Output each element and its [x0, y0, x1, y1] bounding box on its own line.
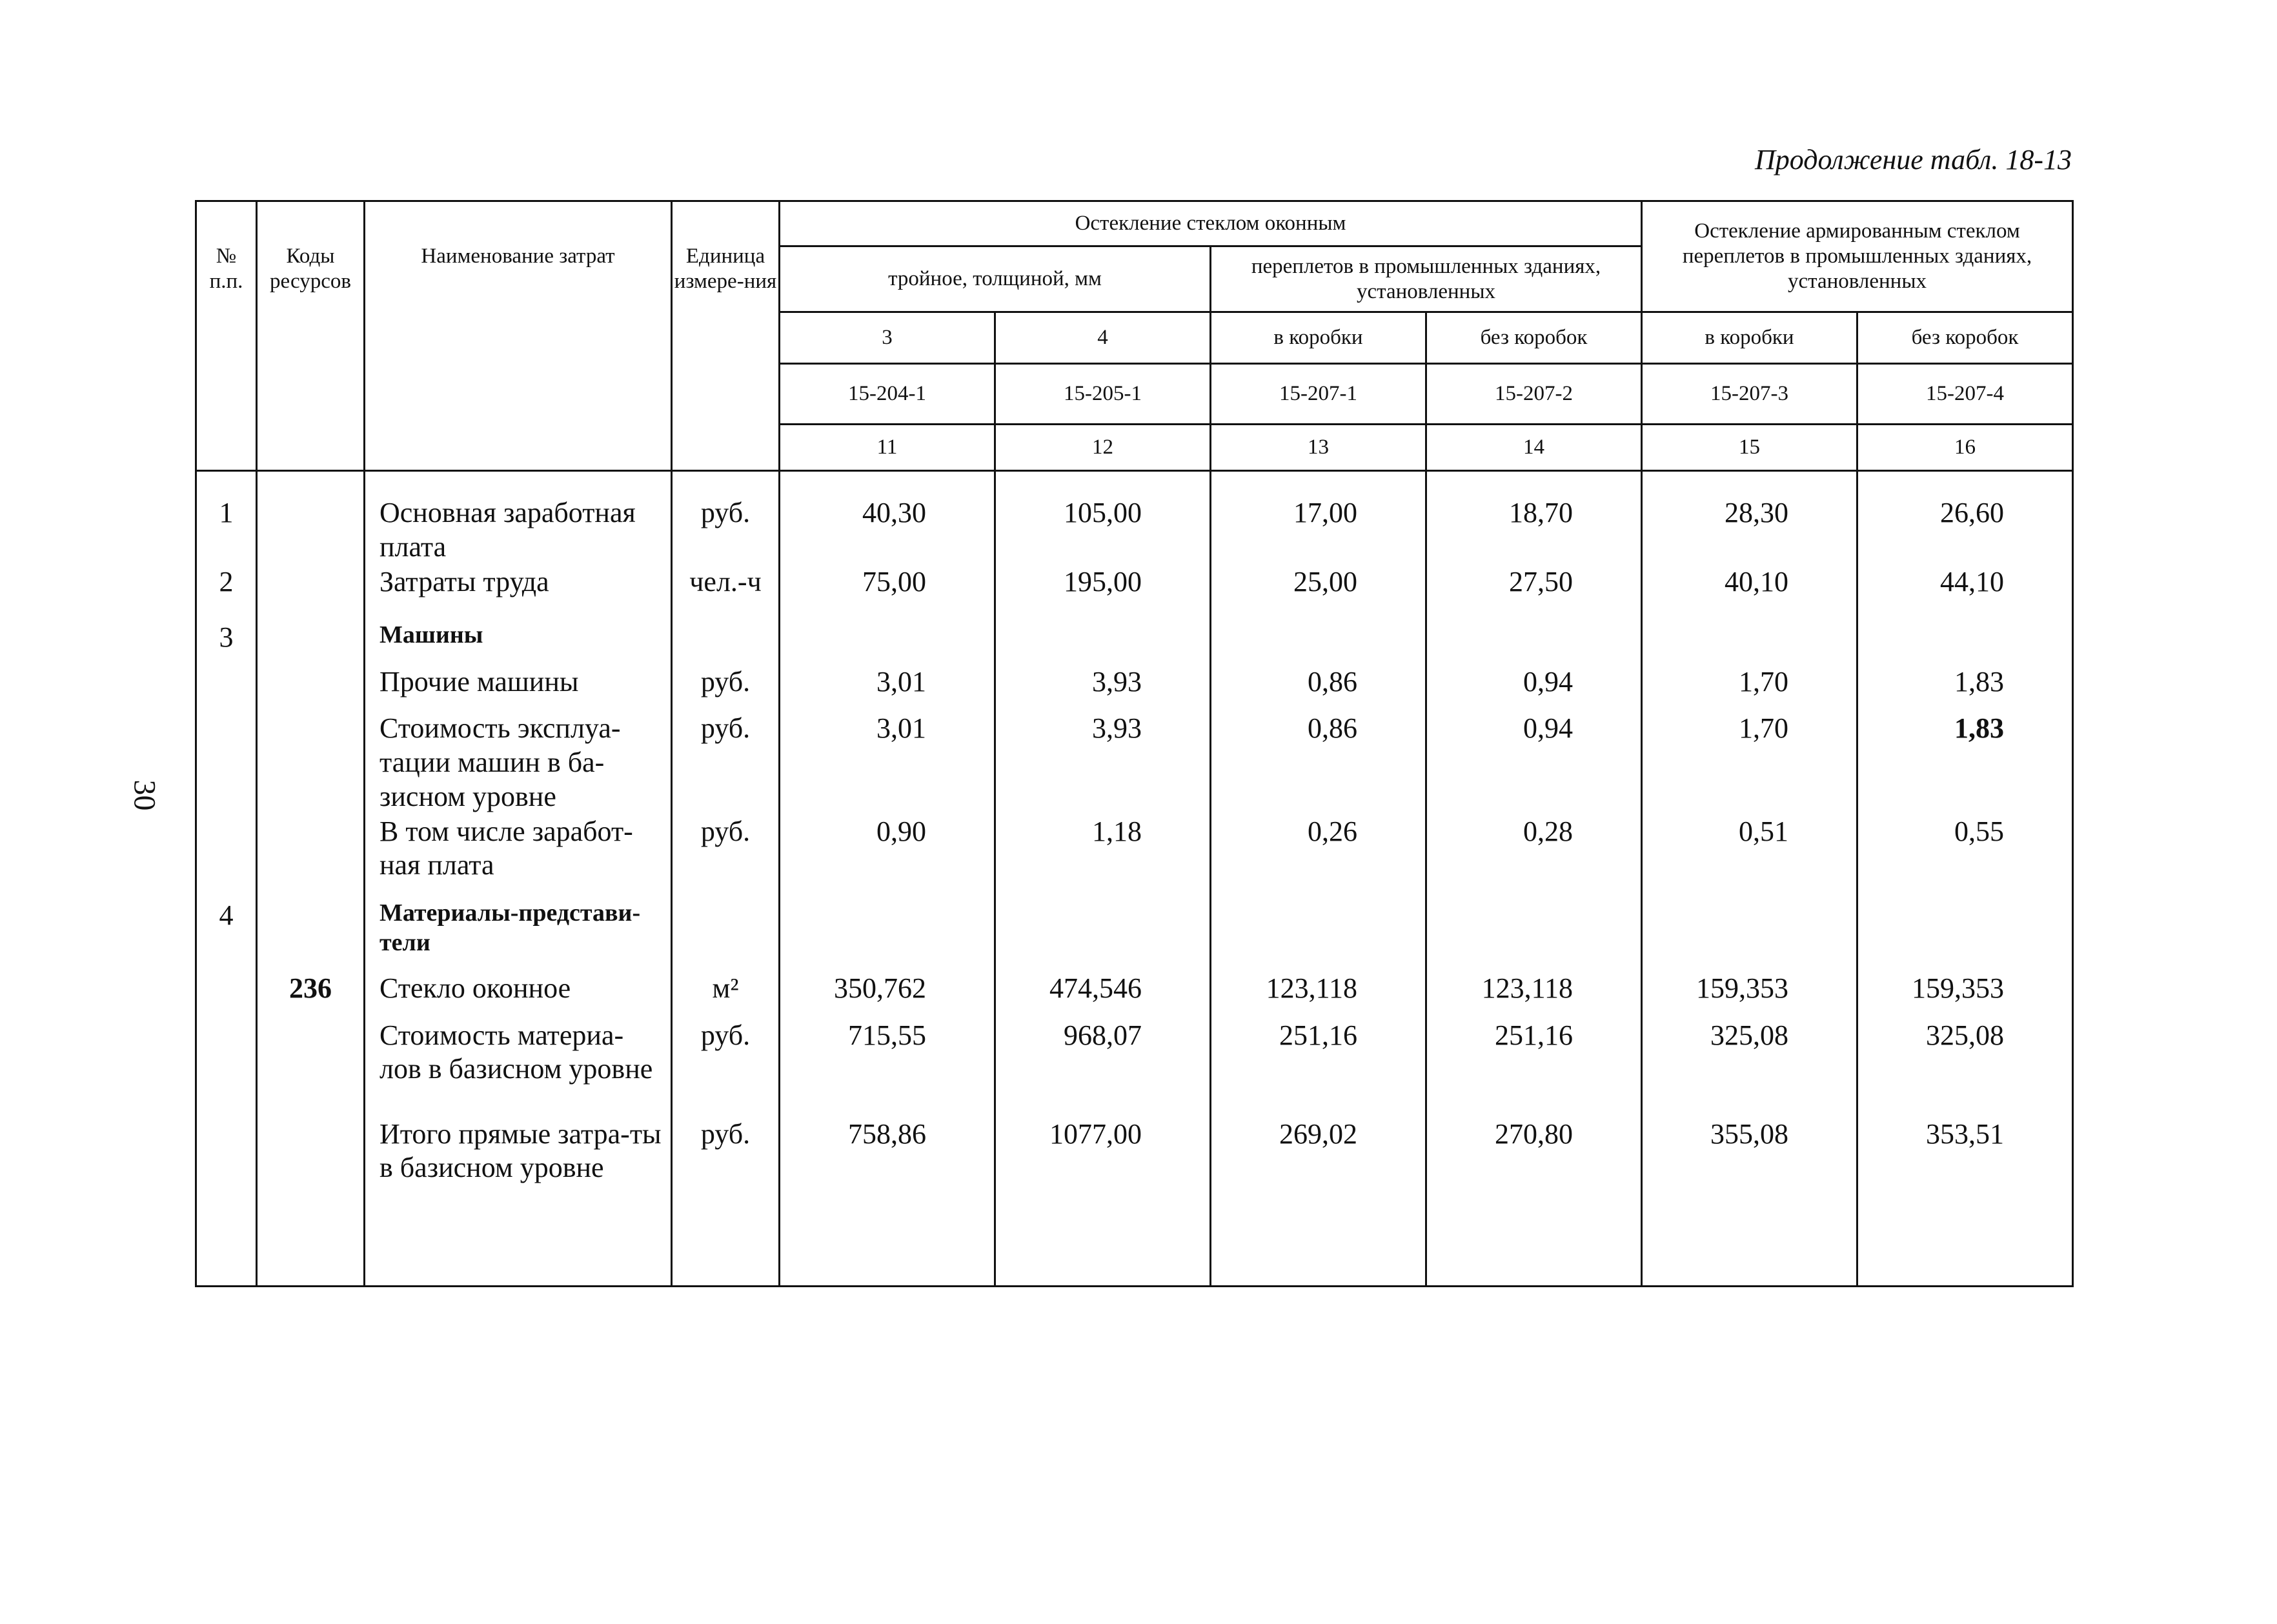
value-cell: 715,55 — [780, 1019, 995, 1118]
value-cell: 3,93 — [995, 712, 1211, 814]
value-cell — [1642, 899, 1857, 972]
value-cell: 40,30 — [780, 471, 995, 565]
value-cell: 18,70 — [1426, 471, 1642, 565]
resource-code — [257, 712, 365, 814]
table-row — [196, 1118, 2073, 1287]
cost-name: Прочие машины — [365, 665, 672, 712]
value-cell: 270,80 — [1426, 1118, 1642, 1287]
table-row — [196, 712, 2073, 814]
value-cell: 17,00 — [1211, 471, 1426, 565]
value-cell — [780, 621, 995, 665]
value-cell: 25,00 — [1211, 565, 1426, 621]
table-caption: Продолжение табл. 18-13 — [1755, 144, 2072, 175]
unit: м² — [672, 972, 780, 1018]
row-number: 3 — [196, 621, 257, 665]
resource-code: 236 — [257, 972, 365, 1018]
cost-name: Стоимость материа-лов в базисном уровне — [365, 1019, 672, 1118]
row-number: 4 — [196, 899, 257, 972]
value-cell: 159,353 — [1857, 972, 2073, 1018]
value-cell: 325,08 — [1857, 1019, 2073, 1118]
cost-name: Затраты труда — [365, 565, 672, 621]
value-cell: 1,83 — [1857, 712, 2073, 814]
header-group-reinforced-glass: Остекление армированным стеклом переплетов в промышленных зданиях, установленных — [1642, 201, 2073, 312]
value-cell — [1642, 621, 1857, 665]
table-body — [196, 471, 2073, 1287]
header-group-window-glass: Остекление стеклом оконным — [780, 201, 1642, 246]
value-cell — [1211, 621, 1426, 665]
header-column-number: 15 — [1642, 425, 1857, 471]
unit: руб. — [672, 1019, 780, 1118]
value-cell: 251,16 — [1426, 1019, 1642, 1118]
value-cell: 195,00 — [995, 565, 1211, 621]
resource-code — [257, 815, 365, 899]
table-row — [196, 815, 2073, 899]
unit: чел.-ч — [672, 565, 780, 621]
value-cell: 1077,00 — [995, 1118, 1211, 1287]
value-cell — [1857, 621, 2073, 665]
header-variant: 3 — [780, 312, 995, 364]
header-norm-code: 15-204-1 — [780, 364, 995, 425]
value-cell: 27,50 — [1426, 565, 1642, 621]
table-header — [196, 201, 2073, 471]
resource-code — [257, 1118, 365, 1287]
header-column-number: 14 — [1426, 425, 1642, 471]
value-cell: 1,70 — [1642, 712, 1857, 814]
cost-name: Основная заработная плата — [365, 471, 672, 565]
header-column-number: 16 — [1857, 425, 2073, 471]
unit: руб. — [672, 712, 780, 814]
header-variant: без коробок — [1426, 312, 1642, 364]
value-cell: 0,90 — [780, 815, 995, 899]
row-number — [196, 712, 257, 814]
header-variant: без коробок — [1857, 312, 2073, 364]
value-cell: 0,51 — [1642, 815, 1857, 899]
table-row — [196, 1019, 2073, 1118]
header-code: Коды ресурсов — [257, 201, 365, 471]
header-industrial-frames: переплетов в промышленных зданиях, установленных — [1211, 246, 1642, 312]
header-column-number: 12 — [995, 425, 1211, 471]
header-no: № п.п. — [196, 201, 257, 471]
cost-table — [195, 200, 2074, 1287]
header-column-number: 13 — [1211, 425, 1426, 471]
value-cell: 758,86 — [780, 1118, 995, 1287]
value-cell — [995, 899, 1211, 972]
value-cell: 1,70 — [1642, 665, 1857, 712]
unit: руб. — [672, 665, 780, 712]
value-cell: 159,353 — [1642, 972, 1857, 1018]
value-cell: 40,10 — [1642, 565, 1857, 621]
header-norm-code: 15-207-4 — [1857, 364, 2073, 425]
value-cell — [995, 621, 1211, 665]
resource-code — [257, 471, 365, 565]
section-heading: Машины — [365, 621, 672, 665]
value-cell: 75,00 — [780, 565, 995, 621]
row-number — [196, 815, 257, 899]
value-cell: 0,86 — [1211, 665, 1426, 712]
value-cell — [1426, 899, 1642, 972]
row-number: 2 — [196, 565, 257, 621]
value-cell — [1857, 899, 2073, 972]
value-cell — [1211, 899, 1426, 972]
value-cell: 0,55 — [1857, 815, 2073, 899]
value-cell: 3,01 — [780, 712, 995, 814]
cost-name: Стоимость эксплуа-тации машин в ба-зисном уровне — [365, 712, 672, 814]
value-cell: 355,08 — [1642, 1118, 1857, 1287]
unit: руб. — [672, 1118, 780, 1287]
resource-code — [257, 565, 365, 621]
header-triple-thickness: тройное, толщиной, мм — [780, 246, 1211, 312]
resource-code — [257, 899, 365, 972]
value-cell — [780, 899, 995, 972]
value-cell: 0,94 — [1426, 665, 1642, 712]
header-norm-code: 15-205-1 — [995, 364, 1211, 425]
resource-code — [257, 665, 365, 712]
resource-code — [257, 1019, 365, 1118]
cost-name: Итого прямые затра-ты в базисном уровне — [365, 1118, 672, 1287]
resource-code — [257, 621, 365, 665]
value-cell: 123,118 — [1426, 972, 1642, 1018]
unit — [672, 621, 780, 665]
table-row — [196, 899, 2073, 972]
value-cell: 350,762 — [780, 972, 995, 1018]
row-number — [196, 1118, 257, 1287]
value-cell: 44,10 — [1857, 565, 2073, 621]
header-unit: Единица измере-ния — [672, 201, 780, 471]
cost-name: В том числе заработ-ная плата — [365, 815, 672, 899]
header-variant: 4 — [995, 312, 1211, 364]
value-cell: 325,08 — [1642, 1019, 1857, 1118]
table-row — [196, 471, 2073, 565]
header-name: Наименование затрат — [365, 201, 672, 471]
value-cell: 1,18 — [995, 815, 1211, 899]
header-norm-code: 15-207-1 — [1211, 364, 1426, 425]
value-cell: 26,60 — [1857, 471, 2073, 565]
unit: руб. — [672, 471, 780, 565]
page-number: 30 — [127, 779, 162, 811]
unit: руб. — [672, 815, 780, 899]
value-cell: 0,28 — [1426, 815, 1642, 899]
header-norm-code: 15-207-2 — [1426, 364, 1642, 425]
section-heading: Материалы-представи-тели — [365, 899, 672, 972]
header-variant: в коробки — [1642, 312, 1857, 364]
value-cell: 968,07 — [995, 1019, 1211, 1118]
value-cell — [1426, 621, 1642, 665]
value-cell: 0,86 — [1211, 712, 1426, 814]
table-row — [196, 972, 2073, 1018]
value-cell: 3,93 — [995, 665, 1211, 712]
row-number: 1 — [196, 471, 257, 565]
table-row — [196, 621, 2073, 665]
cost-name: Стекло оконное — [365, 972, 672, 1018]
value-cell: 251,16 — [1211, 1019, 1426, 1118]
table-row — [196, 565, 2073, 621]
header-norm-code: 15-207-3 — [1642, 364, 1857, 425]
value-cell: 3,01 — [780, 665, 995, 712]
header-column-number: 11 — [780, 425, 995, 471]
value-cell: 353,51 — [1857, 1118, 2073, 1287]
row-number — [196, 972, 257, 1018]
value-cell: 28,30 — [1642, 471, 1857, 565]
row-number — [196, 665, 257, 712]
unit — [672, 899, 780, 972]
table-row — [196, 665, 2073, 712]
value-cell: 0,26 — [1211, 815, 1426, 899]
value-cell: 0,94 — [1426, 712, 1642, 814]
value-cell: 1,83 — [1857, 665, 2073, 712]
value-cell: 105,00 — [995, 471, 1211, 565]
value-cell: 123,118 — [1211, 972, 1426, 1018]
row-number — [196, 1019, 257, 1118]
header-variant: в коробки — [1211, 312, 1426, 364]
value-cell: 474,546 — [995, 972, 1211, 1018]
value-cell: 269,02 — [1211, 1118, 1426, 1287]
